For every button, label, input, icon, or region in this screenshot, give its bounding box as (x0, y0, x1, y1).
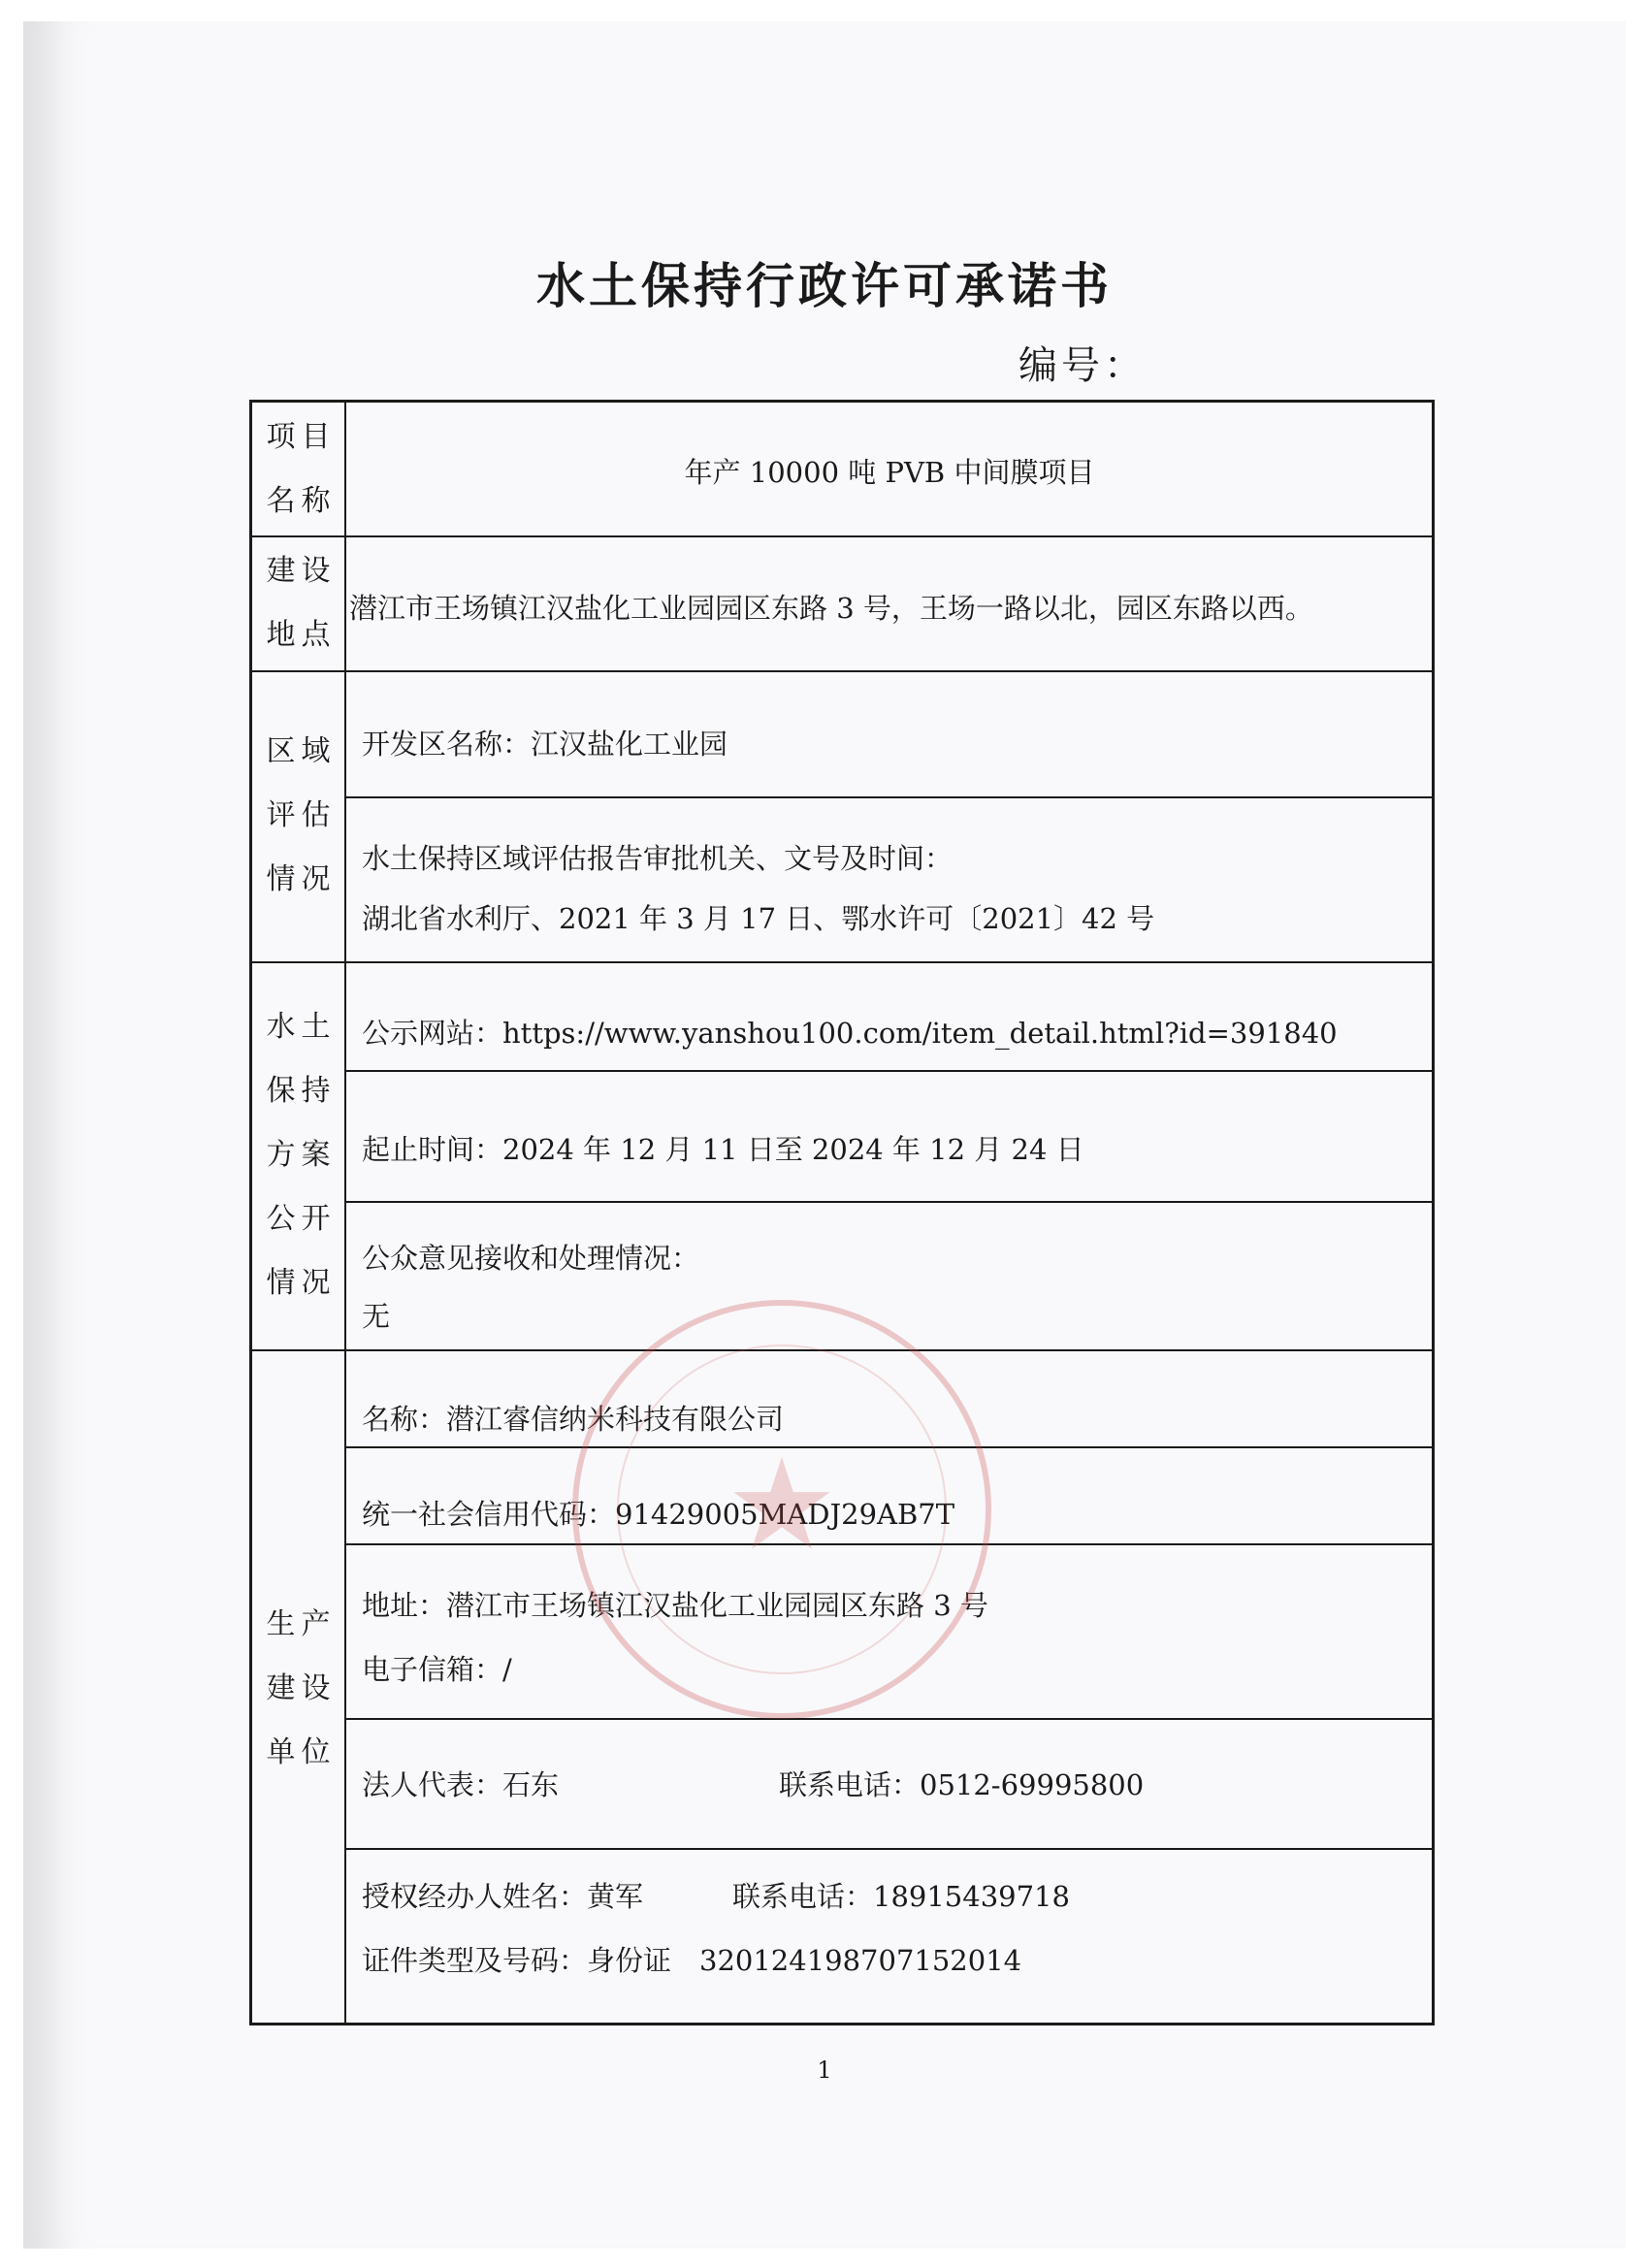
legal-representative: 法人代表：石东 (362, 1768, 560, 1801)
location-label: 建设 地点 (266, 553, 337, 652)
document-title: 水土保持行政许可承诺书 (536, 257, 1113, 314)
page-number: 1 (817, 2057, 832, 2084)
feedback-heading: 公众意见接收和处理情况： (362, 1242, 700, 1275)
feedback-value: 无 (362, 1300, 391, 1333)
agent-name: 授权经办人姓名：黄军 (362, 1880, 644, 1913)
project-name-label: 项目 名称 (266, 419, 337, 518)
unit-address: 地址：潜江市王场镇江汉盐化工业园园区东路 3 号 (362, 1589, 988, 1622)
unit-email: 电子信箱：/ (362, 1653, 512, 1686)
unit-credit-code: 统一社会信用代码：91429005MADJ29AB7T (362, 1498, 955, 1531)
subrow-divider (344, 1201, 1432, 1203)
row-divider (252, 535, 1432, 537)
disclosure-period: 起止时间：2024 年 12 月 11 日至 2024 年 12 月 24 日 (362, 1133, 1084, 1166)
serial-number-label: 编号： (1018, 343, 1147, 388)
agent-phone: 联系电话：18915439718 (732, 1880, 1070, 1913)
approval-heading: 水土保持区域评估报告审批机关、文号及时间： (362, 842, 954, 875)
id-info: 证件类型及号码：身份证 320124198707152014 (362, 1944, 1022, 1977)
location-value: 潜江市王场镇江汉盐化工业园园区东路 3 号，王场一路以北，园区东路以西。 (349, 592, 1313, 625)
unit-label: 生产 建设 单位 (266, 1607, 337, 1769)
subrow-divider (344, 1718, 1432, 1720)
seal-star-icon: ★ (725, 1431, 839, 1578)
row-divider (252, 961, 1432, 963)
label-column-divider (344, 403, 346, 2023)
subrow-divider (344, 1848, 1432, 1850)
approval-value: 湖北省水利厅、2021 年 3 月 17 日、鄂水许可〔2021〕42 号 (362, 902, 1155, 935)
project-name-value: 年产 10000 吨 PVB 中间膜项目 (684, 456, 1095, 489)
disclosure-website: 公示网站：https://www.yanshou100.com/item_detail.html?id=391840 (362, 1017, 1338, 1050)
plan-disclosure-label: 水土 保持 方案 公开 情况 (266, 1010, 337, 1300)
unit-name: 名称：潜江睿信纳米科技有限公司 (362, 1403, 785, 1436)
row-divider (252, 670, 1432, 672)
subrow-divider (344, 796, 1432, 798)
commitment-form-table (249, 400, 1435, 2025)
legal-phone: 联系电话：0512-69995800 (779, 1768, 1145, 1801)
subrow-divider (344, 1070, 1432, 1072)
official-seal (572, 1300, 991, 1719)
dev-zone-name: 开发区名称：江汉盐化工业园 (362, 728, 728, 761)
regional-assessment-label: 区域 评估 情况 (266, 734, 337, 896)
